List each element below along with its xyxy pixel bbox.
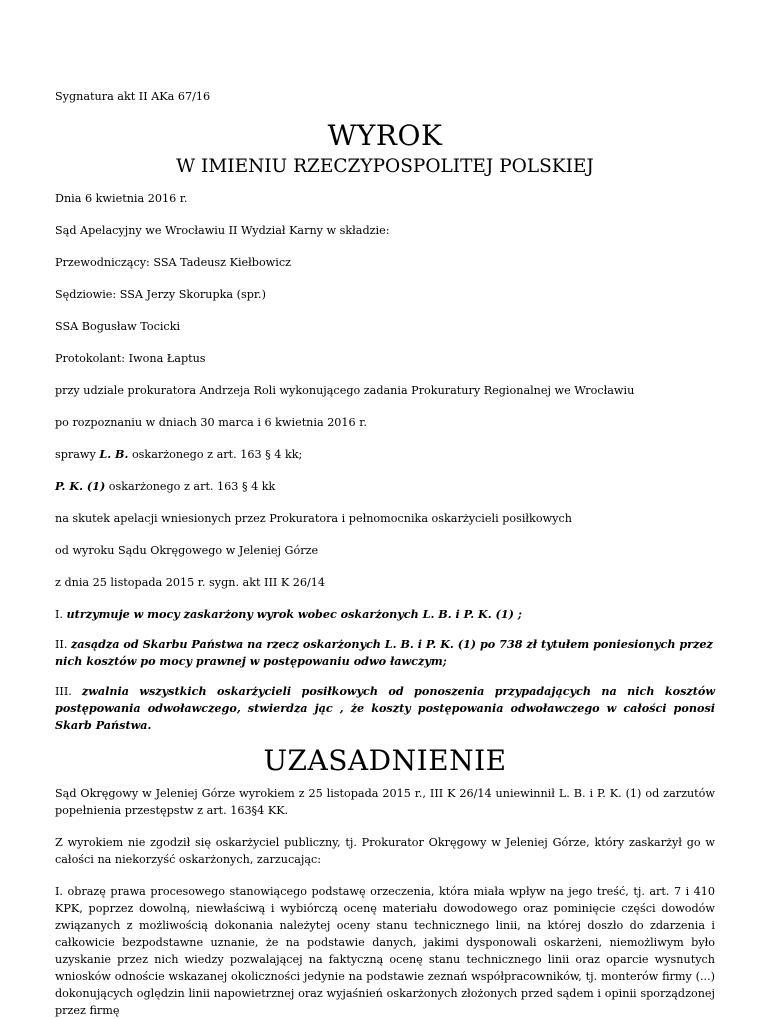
defendant-1-name: L. B. — [99, 447, 129, 461]
judgment-date: Dnia 6 kwietnia 2016 r. — [55, 192, 188, 205]
case-defendant-2 — [55, 478, 715, 495]
defendant-2-name: P. K. (1) — [55, 479, 106, 493]
case-defendant-1 — [55, 446, 715, 463]
from-judgment-line: od wyroku Sądu Okręgowego w Jeleniej Górze — [55, 544, 319, 557]
judge-second: SSA Bogusław Tocicki — [55, 320, 181, 333]
point-1-number: I. — [55, 608, 67, 621]
point-1-text: utrzymuje w mocy zaskarżony wyrok wobec oskarżonych L. B. i P. K. (1) ; — [66, 607, 522, 621]
justification-paragraph-3: I. obrazę prawa procesowego stanowiącego podstawę orzeczenia, która miała wpływ na jego treść, tj. art. 7 i 410 KPK, poprzez dowolną, niewłaściwą i wybiórczą ocenę materiału dowodowego oraz pominięcie części dowodów związanych z możliwością dokonania należytej oceny stanu technicznego linii, na której doszło do zdarzenia i całkowicie bezpodstawne uznanie, że na podstawie danych, jakimi dysponowali oskarżeni, niemożliwym było uzyskanie przez nich wiedzy pozwalającej na faktyczną ocenę stanu technicznego linii oraz oparcie wysnutych wniosków odnoście wskazanej okoliczności jedynie na podstawie zeznań współpracowników, tj. monterów firmy (...) dokonujących oględzin linii napowietrznej oraz wyjaśnień oskarżonych złożonych przed sądem i opinii sporządzonej przez firmę — [55, 885, 715, 1017]
verdict-point-2 — [55, 636, 715, 670]
judgment-subtitle: W IMIENIU RZECZYPOSPOLITEJ POLSKIEJ — [176, 156, 594, 177]
case-signature: Sygnatura akt II AKa 67/16 — [55, 90, 211, 103]
case2-charge: oskarżonego z art. 163 § 4 kk — [105, 480, 276, 493]
court-clerk: Protokolant: Iwona Łaptus — [55, 352, 206, 365]
judgment-date-line: z dnia 25 listopada 2015 r. sygn. akt III K 26/14 — [55, 576, 326, 589]
justification-title: UZASADNIENIE — [263, 744, 507, 777]
case1-prefix: sprawy — [55, 448, 100, 461]
justification-paragraph-1: Sąd Okręgowy w Jeleniej Górze wyrokiem z 25 listopada 2015 r., III K 26/14 uniewinnił L. B. i P. K. (1) od zarzutów popełnienia przestępstw z art. 163§4 KK. — [55, 787, 715, 817]
judgment-title: WYROK — [327, 119, 443, 152]
hearing-dates: po rozpoznaniu w dniach 30 marca i 6 kwietnia 2016 r. — [55, 416, 367, 429]
presiding-judge: Przewodniczący: SSA Tadeusz Kiełbowicz — [55, 256, 291, 269]
justification-paragraph-2: Z wyrokiem nie zgodził się oskarżyciel publiczny, tj. Prokurator Okręgowy w Jeleniej Górze, który zaskarżył go w całości na niekorzyść oskarżonych, zarzucając: — [55, 836, 715, 866]
prosecutor-line: przy udziale prokuratora Andrzeja Roli wykonującego zadania Prokuratury Regionalnej we Wrocławiu — [55, 384, 635, 397]
point-3-text: zwalnia wszystkich oskarżycieli posiłkowych od ponoszenia przypadających na nich kosztów postępowania odwoławczego, stwierdza jąc , że koszty postępowania odwoławczego w całości ponosi Skarb Państwa. — [55, 684, 716, 732]
verdict-point-3 — [55, 683, 715, 734]
point-2-number: II. — [55, 638, 71, 651]
appeal-line: na skutek apelacji wniesionych przez Prokuratora i pełnomocnika oskarżycieli posiłkowych — [55, 512, 572, 525]
point-3-number: III. — [55, 685, 82, 698]
verdict-point-1 — [55, 606, 715, 623]
judges: Sędziowie: SSA Jerzy Skorupka (spr.) — [55, 288, 266, 301]
case1-charge: oskarżonego z art. 163 § 4 kk; — [128, 448, 303, 461]
document-content — [55, 88, 715, 1019]
court-composition: Sąd Apelacyjny we Wrocławiu II Wydział Karny w składzie: — [55, 224, 390, 237]
point-2-text: zasądza od Skarbu Państwa na rzecz oskarżonych L. B. i P. K. (1) po 738 zł tytułem poniesionych przez nich kosztów po mocy prawnej w postępowaniu odwo ławczym; — [55, 637, 713, 668]
